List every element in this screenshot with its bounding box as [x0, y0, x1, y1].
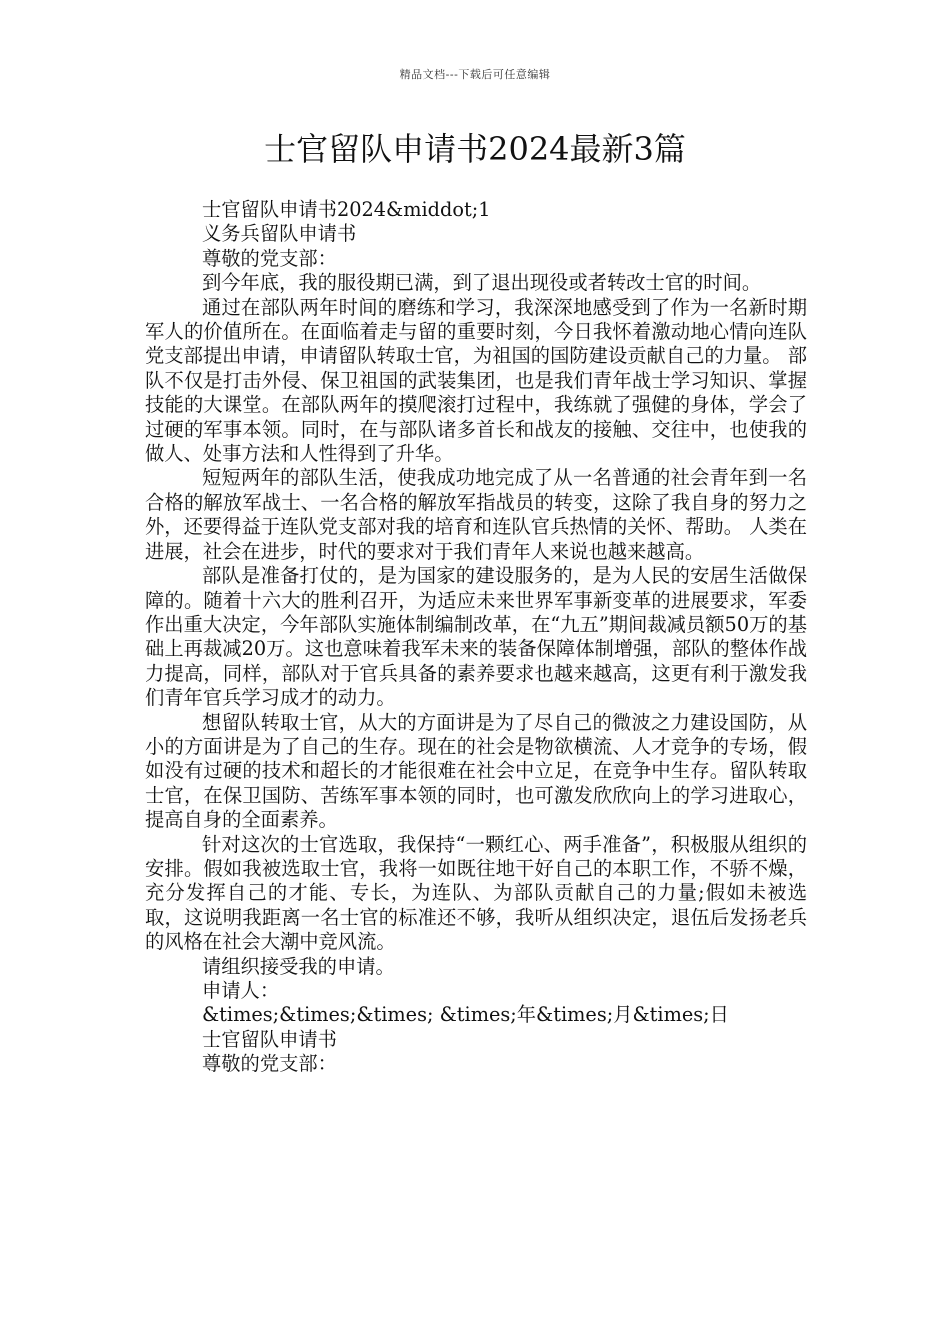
section-heading: 义务兵留队申请书: [202, 222, 357, 246]
document-subtitle: 士官留队申请书2024&middot;1: [202, 198, 491, 221]
salutation: 尊敬的党支部：: [202, 246, 337, 270]
document-body: [145, 198, 807, 1077]
second-salutation: 尊敬的党支部：: [202, 1052, 337, 1076]
paragraph-4: 部队是准备打仗的，是为国家的建设服务的，是为人民的安居生活做保障的。随着十六大的胜利召开，为适应未来世界军事新变革的进展要求，军委作出重大决定，今年部队实施体制编制改革，在“九五”期间裁减员额50万的基础上再裁减20万。这也意味着我军未来的装备保障体制增强，部队的整体作战力提高，同样，部队对于官兵具备的素养要求也越来越高，这更有利于激发我们青年官兵学习成才的动力。: [145, 564, 807, 710]
document-title: 士官留队申请书2024最新3篇: [264, 130, 686, 168]
paragraph-2: 通过在部队两年时间的磨练和学习，我深深地感受到了作为一名新时期军人的价值所在。在面临着走与留的重要时刻，今日我怀着激动地心情向连队党支部提出申请，申请留队转取士官，为祖国的国防建设贡献自己的力量。 部队不仅是打击外侵、保卫祖国的武装集团，也是我们青年战士学习知识、掌握技能的大课堂。在部队两年的摸爬滚打过程中，我练就了强健的身体，学会了过硬的军事本领。同时，在与部队诸多首长和战友的接触、交往中，也使我的做人、处事方法和人性得到了升华。: [145, 295, 807, 466]
paragraph-3: 短短两年的部队生活，使我成功地完成了从一名普通的社会青年到一名合格的解放军战士、一名合格的解放军指战员的转变，这除了我自身的努力之外，还要得益于连队党支部对我的培育和连队官兵热情的关怀、帮助。 人类在进展，社会在进步，时代的要求对于我们青年人来说也越来越高。: [145, 466, 807, 563]
closing-line: 请组织接受我的申请。: [202, 954, 395, 978]
paragraph-1: 到今年底，我的服役期已满，到了退出现役或者转改士官的时间。: [202, 271, 762, 295]
header-note: 精品文档---下载后可任意编辑: [399, 68, 551, 81]
date-line: &times;&times;&times; &times;年&times;月&times;日: [202, 1003, 729, 1027]
applicant-label: 申请人：: [202, 979, 280, 1002]
paragraph-5: 想留队转取士官，从大的方面讲是为了尽自己的微波之力建设国防，从小的方面讲是为了自己的生存。现在的社会是物欲横流、人才竞争的专场，假如没有过硬的技术和超长的才能很难在社会中立足，在竞争中生存。留队转取士官，在保卫国防、苦练军事本领的同时，也可激发欣欣向上的学习进取心，提高自身的全面素养。: [145, 710, 807, 832]
second-heading: 士官留队申请书: [202, 1027, 337, 1051]
paragraph-6: 针对这次的士官选取，我保持“一颗红心、两手准备”，积极服从组织的安排。假如我被选取士官，我将一如既往地干好自己的本职工作，不骄不燥，充分发挥自己的才能、专长，为连队、为部队贡献自己的力量;假如未被选取，这说明我距离一名士官的标准还不够，我听从组织决定，退伍后发扬老兵的风格在社会大潮中竞风流。: [145, 832, 807, 954]
